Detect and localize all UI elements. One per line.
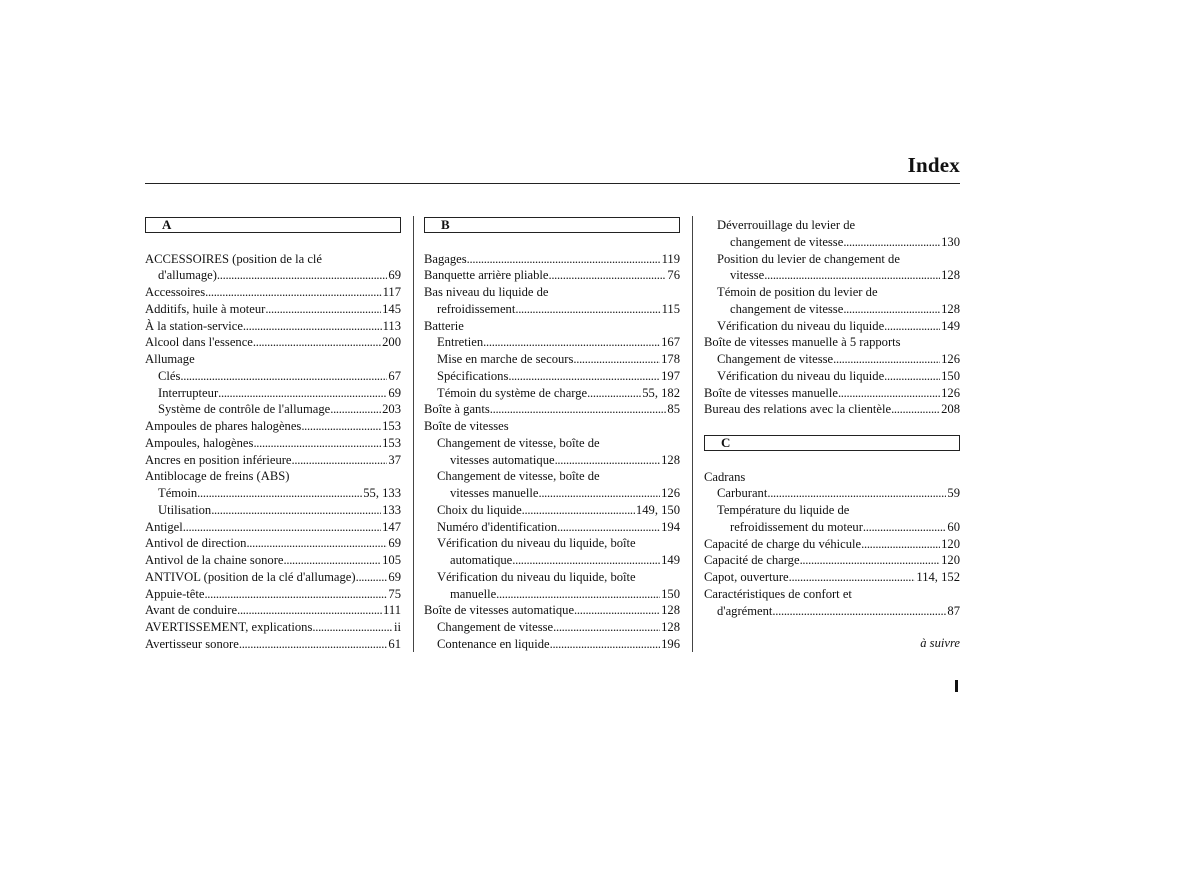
index-heading: Témoin de position du levier de <box>717 285 878 299</box>
index-entry <box>145 502 401 519</box>
index-heading: Position du levier de changement de <box>717 251 900 266</box>
page-number: 167 <box>661 335 680 350</box>
dot-leader <box>843 301 940 318</box>
index-entry <box>145 334 401 351</box>
index-heading: Cadrans <box>704 469 746 484</box>
page-number: 150 <box>941 368 960 383</box>
dot-leader <box>205 284 381 301</box>
index-entry <box>145 418 401 435</box>
entry-term: Ancres en position inférieure <box>145 452 292 467</box>
dot-leader <box>180 368 387 385</box>
index-entry <box>145 401 401 418</box>
index-entry <box>704 401 960 418</box>
page-number: 149 <box>941 318 960 333</box>
page-number: 69 <box>388 569 401 584</box>
page-number: 37 <box>388 452 401 467</box>
entry-term: Utilisation <box>158 502 212 517</box>
dot-leader <box>548 267 666 284</box>
index-entry <box>424 552 680 569</box>
page-number: 153 <box>382 435 401 450</box>
page-number: 197 <box>661 368 680 383</box>
index-entry <box>145 385 401 402</box>
entry-term: vitesses automatique <box>450 452 555 467</box>
index-heading: Vérification du niveau du liquide, boîte <box>437 536 636 551</box>
dot-leader <box>767 485 946 502</box>
entry-term: Vérification du niveau du liquide <box>717 318 885 333</box>
page-number: 128 <box>941 268 960 283</box>
page-number: 55, 182 <box>642 385 680 400</box>
index-entry <box>704 368 960 385</box>
page-number: 128 <box>941 301 960 316</box>
index-entry <box>145 586 401 603</box>
entry-term: automatique <box>450 553 513 567</box>
page-number: 126 <box>941 385 960 400</box>
page-number: 60 <box>947 519 960 534</box>
index-column-1 <box>145 217 401 653</box>
dot-leader <box>838 385 940 402</box>
page-number: 87 <box>947 603 960 618</box>
page-number: 133 <box>382 502 401 517</box>
index-entry <box>424 519 680 536</box>
page-number: 67 <box>388 368 401 383</box>
dot-leader <box>863 519 947 536</box>
page-number: 203 <box>382 402 401 417</box>
page-number: 150 <box>661 586 680 601</box>
entry-term: Bagages <box>424 251 467 266</box>
page-number: 105 <box>382 553 401 567</box>
entry-term: ANTIVOL (position de la clé d'allumage) <box>145 569 356 584</box>
page-number: 147 <box>382 519 401 534</box>
index-entry <box>424 368 680 385</box>
dot-leader <box>330 401 381 418</box>
entry-term: manuelle <box>450 586 497 601</box>
index-entry <box>145 569 401 586</box>
dot-leader <box>553 619 660 636</box>
page-number: ii <box>394 620 401 634</box>
index-column-3 <box>704 217 960 619</box>
entry-term: Témoin du système de charge <box>437 385 588 400</box>
entry-term: Spécifications <box>437 368 509 383</box>
page-number: 69 <box>388 536 401 551</box>
dot-leader <box>253 435 381 452</box>
index-entry <box>145 535 401 552</box>
entry-term: Additifs, huile à moteur <box>145 301 266 316</box>
entry-term: refroidissement du moteur <box>730 519 863 534</box>
index-heading: Antiblocage de freins (ABS) <box>145 469 290 484</box>
page-number: 126 <box>661 486 680 500</box>
index-entry <box>145 636 401 653</box>
entry-term: Antivol de la chaine sonore <box>145 553 284 567</box>
page-number: 178 <box>661 352 680 366</box>
entry-term: Boîte de vitesses automatique <box>424 603 575 618</box>
index-entry <box>424 267 680 284</box>
page-number: 85 <box>667 402 680 417</box>
section-tab-marker <box>955 680 958 692</box>
index-heading: Batterie <box>424 318 464 333</box>
page-number: 120 <box>941 553 960 568</box>
page-title: Index <box>907 153 960 177</box>
entry-term: refroidissement <box>437 301 516 316</box>
dot-leader <box>891 401 940 418</box>
dot-leader <box>467 251 661 268</box>
section-letter-header: A <box>145 217 401 233</box>
index-entry <box>704 603 960 620</box>
dot-leader <box>217 267 387 284</box>
index-heading: Déverrouillage du levier de <box>717 218 856 232</box>
index-entry <box>704 485 960 502</box>
entry-term: Ampoules de phares halogènes <box>145 419 302 433</box>
index-entry <box>145 318 401 335</box>
dot-leader <box>284 552 382 569</box>
page-number: 114, 152 <box>916 570 960 584</box>
entry-term: AVERTISSEMENT, explications <box>145 620 313 634</box>
page-number: 117 <box>382 285 401 299</box>
entry-term: d'allumage) <box>158 268 217 283</box>
page-number: 61 <box>388 636 401 651</box>
entry-term: Clés <box>158 368 181 383</box>
entry-term: Boîte de vitesses manuelle <box>704 385 838 400</box>
index-entry <box>704 519 960 536</box>
section-letter-header: C <box>704 435 960 451</box>
entry-term: Appuie-tête <box>145 586 205 601</box>
entry-term: Système de contrôle de l'allumage <box>158 402 331 417</box>
entry-term: Banquette arrière pliable <box>424 268 549 283</box>
page-number: 113 <box>382 318 401 333</box>
index-heading: Vérification du niveau du liquide, boîte <box>437 569 636 584</box>
entry-term: À la station-service <box>145 318 243 333</box>
entry-term: Capacité de charge <box>704 553 800 568</box>
entry-term: Carburant <box>717 486 768 501</box>
dot-leader <box>573 351 660 368</box>
entry-term: Témoin <box>158 486 198 500</box>
entry-term: vitesses manuelle <box>450 486 539 500</box>
index-entry <box>704 569 960 586</box>
index-heading: Boîte de vitesses manuelle à 5 rapports <box>704 335 901 350</box>
page-number: 200 <box>382 335 401 350</box>
page-number: 194 <box>661 519 680 534</box>
page-number: 128 <box>661 452 680 467</box>
index-entry <box>424 334 680 351</box>
page-number: 126 <box>941 352 960 366</box>
dot-leader <box>884 368 940 385</box>
page-number: 115 <box>661 301 680 316</box>
index-entry <box>424 586 680 603</box>
entry-term: changement de vitesse <box>730 301 844 316</box>
dot-leader <box>211 502 381 519</box>
entry-term: Bureau des relations avec la clientèle <box>704 402 892 417</box>
page-number: 208 <box>941 402 960 417</box>
index-entry <box>424 636 680 653</box>
index-entry <box>704 351 960 368</box>
dot-leader <box>861 536 940 553</box>
index-entry <box>424 251 680 268</box>
index-entry <box>424 385 680 402</box>
entry-term: Changement de vitesse <box>717 352 834 366</box>
index-entry <box>145 452 401 469</box>
index-entry <box>145 485 401 502</box>
index-heading: Changement de vitesse, boîte de <box>437 469 600 484</box>
page-number: 128 <box>661 603 680 618</box>
dot-leader <box>512 552 660 569</box>
dot-leader <box>515 301 660 318</box>
dot-leader <box>884 318 940 335</box>
index-entry <box>704 552 960 569</box>
index-column-2 <box>424 217 680 653</box>
dot-leader <box>538 485 660 502</box>
page-number: 55, 133 <box>363 486 401 500</box>
page-number: 130 <box>941 234 960 249</box>
dot-leader <box>239 636 388 653</box>
dot-leader <box>265 301 381 318</box>
index-heading: ACCESSOIRES (position de la clé <box>145 251 323 266</box>
section-letter-header: B <box>424 217 680 233</box>
dot-leader <box>496 586 660 603</box>
dot-leader <box>550 636 661 653</box>
index-entry <box>145 519 401 536</box>
index-entry <box>145 368 401 385</box>
index-entry <box>424 452 680 469</box>
index-heading: Allumage <box>145 352 195 366</box>
dot-leader <box>204 586 387 603</box>
index-entry <box>424 301 680 318</box>
page-number: 76 <box>667 268 680 283</box>
dot-leader <box>292 452 388 469</box>
entry-term: Entretien <box>437 335 484 350</box>
index-entry <box>145 435 401 452</box>
dot-leader <box>301 418 381 435</box>
dot-leader <box>183 519 381 536</box>
title-rule <box>145 183 960 184</box>
page-number: 153 <box>382 419 401 433</box>
index-entry <box>704 536 960 553</box>
entry-term: Antivol de direction <box>145 536 247 551</box>
dot-leader <box>490 401 667 418</box>
index-entry <box>704 234 960 251</box>
entry-term: Choix du liquide <box>437 502 522 517</box>
index-entry <box>145 301 401 318</box>
entry-term: d'agrément <box>717 603 773 618</box>
page-number: 75 <box>388 586 401 601</box>
index-entry <box>145 284 401 301</box>
index-entry <box>424 602 680 619</box>
dot-leader <box>237 602 382 619</box>
index-heading: Boîte de vitesses <box>424 419 509 433</box>
dot-leader <box>312 619 393 636</box>
entry-term: Boîte à gants <box>424 402 490 417</box>
dot-leader <box>243 318 382 335</box>
index-entry <box>424 485 680 502</box>
index-entry <box>704 318 960 335</box>
column-divider <box>413 216 414 652</box>
dot-leader <box>522 502 635 519</box>
page-number: 120 <box>941 536 960 551</box>
dot-leader <box>483 334 660 351</box>
page-number: 69 <box>388 385 401 400</box>
entry-term: Ampoules, halogènes <box>145 435 254 450</box>
dot-leader <box>587 385 641 402</box>
dot-leader <box>789 569 916 586</box>
page-number: 59 <box>947 486 960 501</box>
page-number: 128 <box>661 620 680 634</box>
dot-leader <box>246 535 387 552</box>
index-entry <box>424 619 680 636</box>
index-entry <box>424 351 680 368</box>
index-heading: Bas niveau du liquide de <box>424 285 549 299</box>
index-heading: Caractéristiques de confort et <box>704 586 852 601</box>
page-number: 111 <box>383 603 401 618</box>
dot-leader <box>218 385 387 402</box>
entry-term: Mise en marche de secours <box>437 352 574 366</box>
page-number: 145 <box>382 301 401 316</box>
index-entry <box>704 301 960 318</box>
entry-term: Antigel <box>145 519 183 534</box>
dot-leader <box>843 234 940 251</box>
dot-leader <box>800 552 941 569</box>
page-number: 69 <box>388 268 401 283</box>
dot-leader <box>557 519 660 536</box>
index-entry <box>424 401 680 418</box>
page-number: 119 <box>661 251 680 266</box>
dot-leader <box>764 267 940 284</box>
page-number: 149, 150 <box>635 502 680 517</box>
column-divider <box>692 216 693 652</box>
index-entry <box>145 552 401 569</box>
index-entry <box>145 602 401 619</box>
index-entry <box>145 267 401 284</box>
index-heading: Température du liquide de <box>717 503 850 517</box>
index-entry <box>145 619 401 636</box>
entry-term: Vérification du niveau du liquide <box>717 368 885 383</box>
entry-term: changement de vitesse <box>730 234 844 249</box>
entry-term: Accessoires <box>145 285 206 299</box>
index-entry <box>704 267 960 284</box>
dot-leader <box>555 452 661 469</box>
entry-term: Capot, ouverture <box>704 570 789 584</box>
dot-leader <box>253 334 381 351</box>
page-number: 149 <box>661 553 680 567</box>
page-number: 196 <box>661 636 680 651</box>
continued-note: à suivre <box>920 636 960 650</box>
entry-term: Avertisseur sonore <box>145 636 239 651</box>
dot-leader <box>356 569 388 586</box>
entry-term: vitesse <box>730 268 765 283</box>
dot-leader <box>772 603 946 620</box>
dot-leader <box>833 351 940 368</box>
dot-leader <box>508 368 660 385</box>
entry-term: Capacité de charge du véhicule <box>704 536 862 551</box>
entry-term: Changement de vitesse <box>437 620 554 634</box>
dot-leader <box>197 485 362 502</box>
entry-term: Avant de conduire <box>145 603 238 618</box>
index-heading: Changement de vitesse, boîte de <box>437 435 600 450</box>
index-entry <box>424 502 680 519</box>
entry-term: Alcool dans l'essence <box>145 335 253 350</box>
entry-term: Contenance en liquide <box>437 636 550 651</box>
entry-term: Numéro d'identification <box>437 519 558 534</box>
dot-leader <box>574 602 660 619</box>
index-entry <box>704 385 960 402</box>
entry-term: Interrupteur <box>158 385 219 400</box>
